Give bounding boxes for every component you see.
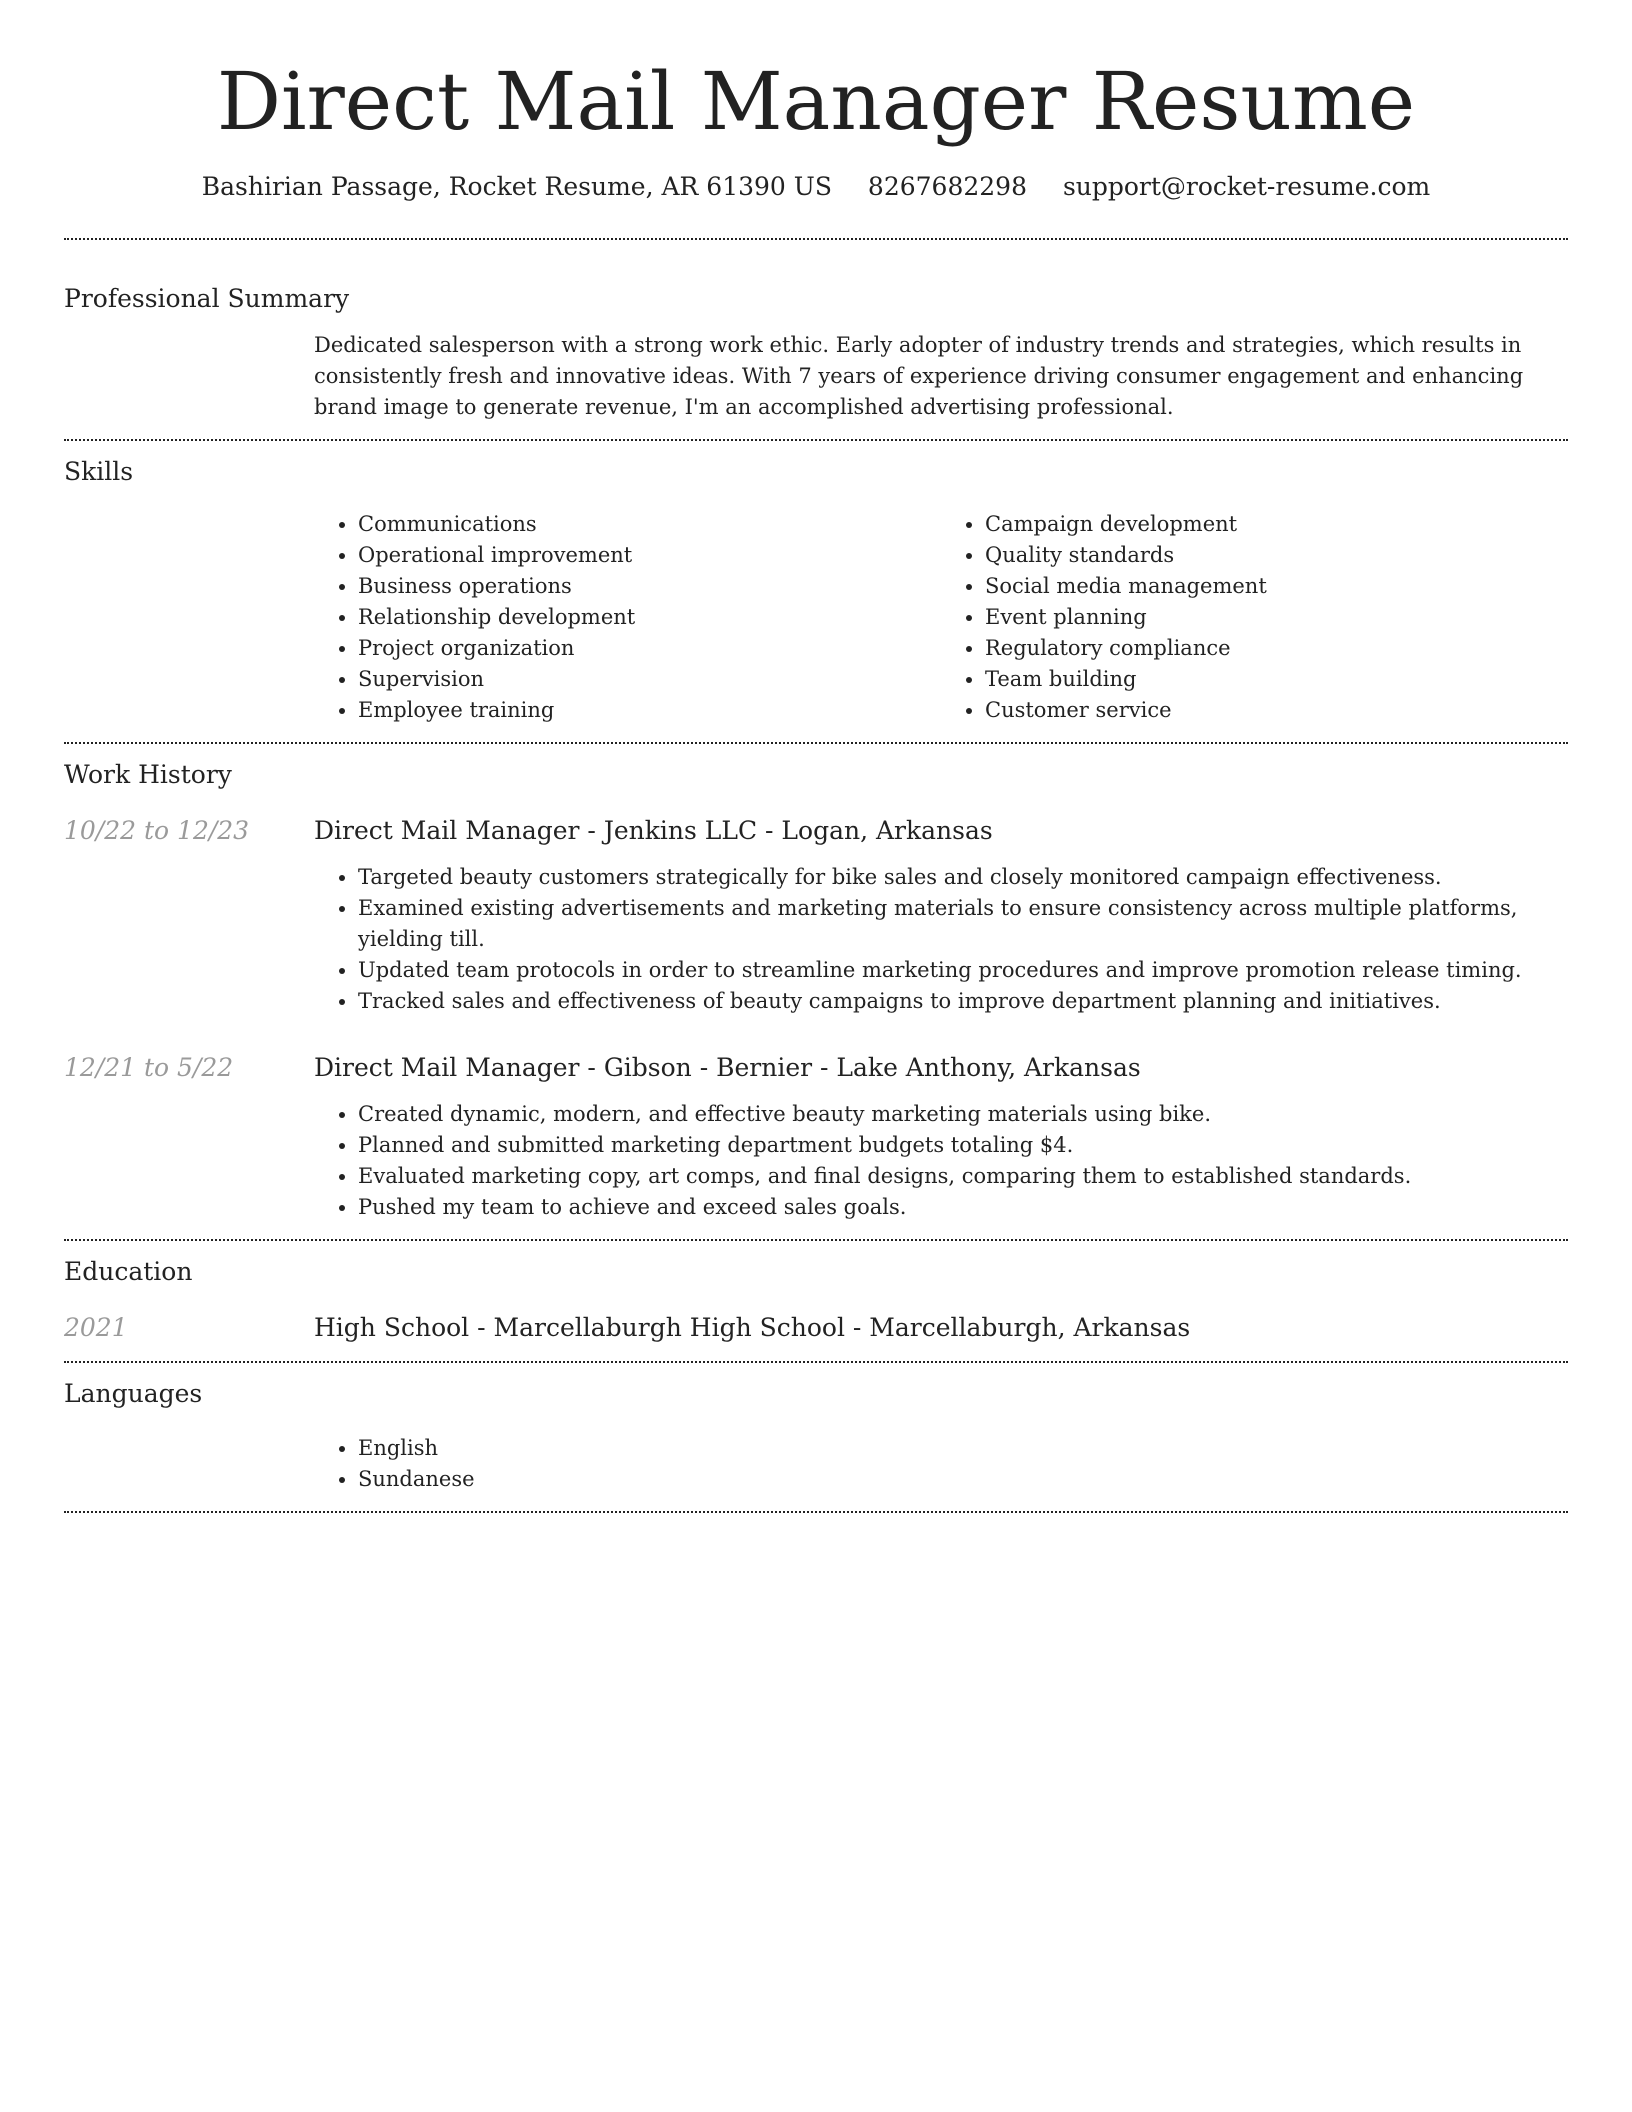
job-dates: 10/22 to 12/23: [64, 816, 250, 845]
resume-header: [64, 0, 1568, 204]
contact-line: [64, 170, 1568, 204]
skill-item: • Supervision: [358, 664, 941, 695]
skill-item: • Quality standards: [985, 540, 1568, 571]
job-dates: 12/21 to 5/22: [64, 1053, 234, 1082]
education-year: 2021: [64, 1313, 128, 1342]
education-entry: High School - Marcellaburgh High School - Marcellaburgh, Arkansas: [314, 1313, 1191, 1342]
languages-list: [314, 1433, 1568, 1495]
job-details: [314, 814, 1568, 1017]
work-history-heading: Work History: [64, 760, 232, 789]
job-bullets: [314, 862, 1568, 1017]
work-history-section: [64, 744, 1568, 1239]
education-section: [64, 1241, 1568, 1361]
job-bullet: • Tracked sales and effectiveness of beauty campaigns to improve department planning and initiatives.: [358, 986, 1568, 1017]
skills-body: [314, 509, 1568, 726]
job-title: Direct Mail Manager - Jenkins LLC - Logan, Arkansas: [314, 816, 993, 845]
job-bullet: • Examined existing advertisements and marketing materials to ensure consistency across multiple platforms, yielding till.: [358, 893, 1568, 955]
skill-item: • Operational improvement: [358, 540, 941, 571]
skills-row: [64, 509, 1568, 726]
skill-item: • Regulatory compliance: [985, 633, 1568, 664]
job-bullet: • Updated team protocols in order to streamline marketing procedures and improve promotion release timing.: [358, 955, 1568, 986]
summary-body: [314, 330, 1568, 423]
skill-item: • Event planning: [985, 602, 1568, 633]
language-item: • English: [358, 1433, 1568, 1464]
summary-heading: Professional Summary: [64, 284, 350, 313]
education-details: [314, 1311, 1568, 1345]
job-bullet: • Targeted beauty customers strategically for bike sales and closely monitored campaign effectiveness.: [358, 862, 1568, 893]
job-entry: [64, 814, 1568, 1017]
job-bullet: • Evaluated marketing copy, art comps, and final designs, comparing them to established standards.: [358, 1161, 1568, 1192]
skill-item: • Project organization: [358, 633, 941, 664]
job-entry: [64, 1051, 1568, 1223]
skill-item: • Employee training: [358, 695, 941, 726]
contact-phone: 8267682298: [867, 172, 1027, 201]
contact-address: Bashirian Passage, Rocket Resume, AR 61390 US: [201, 172, 832, 201]
skill-item: • Team building: [985, 664, 1568, 695]
skills-heading: Skills: [64, 457, 134, 486]
skills-section: [64, 441, 1568, 742]
languages-row: [64, 1433, 1568, 1495]
languages-body: [314, 1433, 1568, 1495]
job-bullets: [314, 1099, 1568, 1223]
skill-item: • Business operations: [358, 571, 941, 602]
education-heading: Education: [64, 1257, 193, 1286]
job-bullet: • Pushed my team to achieve and exceed sales goals.: [358, 1192, 1568, 1223]
skill-item: • Communications: [358, 509, 941, 540]
skills-list-left: [314, 509, 941, 726]
skill-item: • Relationship development: [358, 602, 941, 633]
section-divider: [64, 1511, 1568, 1513]
job-bullet: • Planned and submitted marketing department budgets totaling $4.: [358, 1130, 1568, 1161]
skills-grid: [314, 509, 1568, 726]
job-details: [314, 1051, 1568, 1223]
languages-section: [64, 1363, 1568, 1511]
skill-item: • Social media management: [985, 571, 1568, 602]
resume-title: Direct Mail Manager Resume: [216, 55, 1416, 148]
summary-text: Dedicated salesperson with a strong work ethic. Early adopter of industry trends and strategies, which results in consistently fresh and innovative ideas. With 7 years of experience driving consumer engagement and enhancing brand image to generate revenue, I'm an accomplished advertising professional.: [314, 333, 1524, 419]
skill-item: • Customer service: [985, 695, 1568, 726]
education-row: [64, 1311, 1568, 1345]
language-item: • Sundanese: [358, 1464, 1568, 1495]
summary-section: [64, 240, 1568, 439]
skill-item: • Campaign development: [985, 509, 1568, 540]
job-bullet: • Created dynamic, modern, and effective beauty marketing materials using bike.: [358, 1099, 1568, 1130]
skills-list-right: [941, 509, 1568, 726]
contact-email: support@rocket-resume.com: [1062, 172, 1431, 201]
languages-heading: Languages: [64, 1379, 203, 1408]
job-title: Direct Mail Manager - Gibson - Bernier - Lake Anthony, Arkansas: [314, 1053, 1141, 1082]
summary-row: [64, 330, 1568, 423]
